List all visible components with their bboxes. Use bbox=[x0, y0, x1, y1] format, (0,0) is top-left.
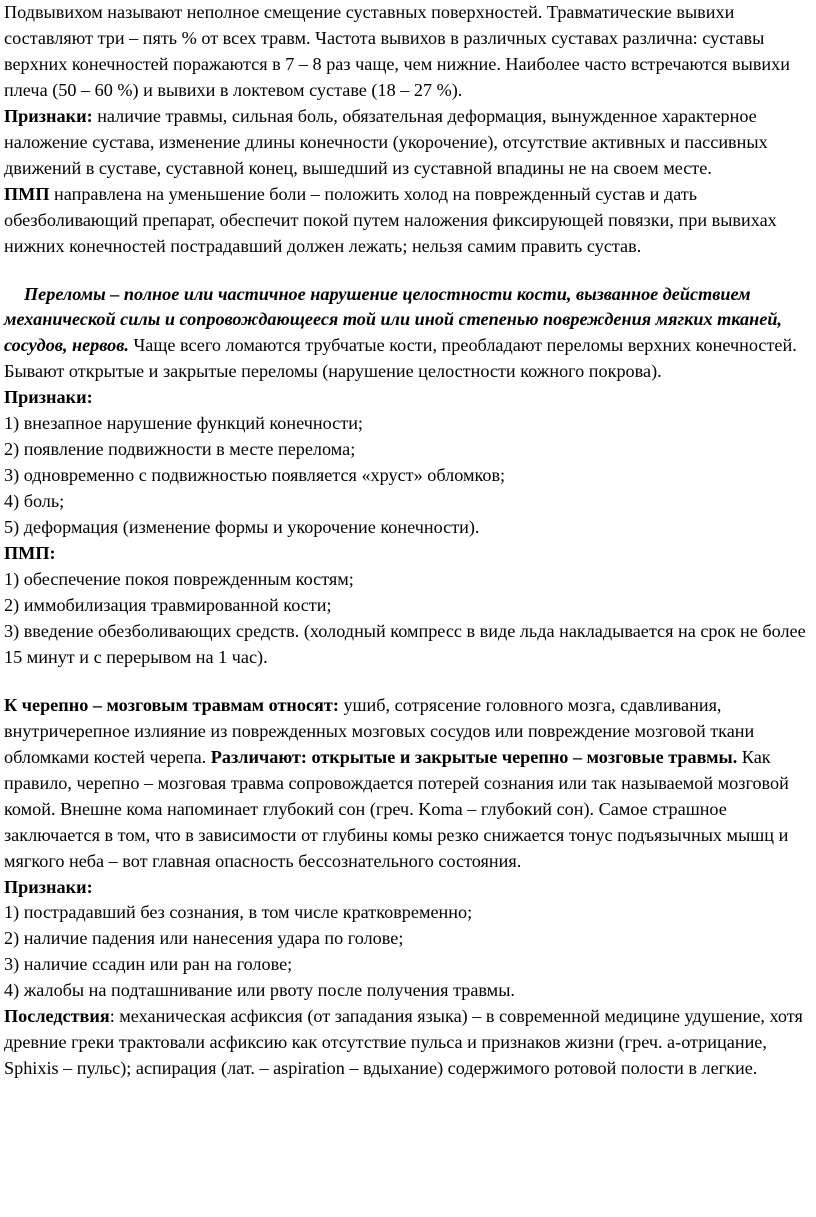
consequences-paragraph bbox=[4, 1004, 814, 1082]
dislocation-pmp-text: направлена на уменьшение боли – положить холод на поврежденный сустав и дать обезболивающий препарат, обеспечит покой путем наложения фиксирующей повязки, при вывихах нижних конечностей пострадавший должен лежать; нельзя самим править сустав. bbox=[4, 183, 777, 256]
list-item: 3) одновременно с подвижностью появляется «хруст» обломков; bbox=[4, 465, 506, 486]
fractures-definition-paragraph bbox=[4, 282, 814, 386]
dislocation-signs-paragraph bbox=[4, 104, 814, 182]
list-item: 4) жалобы на подташнивание или рвоту после получения травмы. bbox=[4, 980, 515, 1001]
list-item: 3) введение обезболивающих средств. (холодный компресс в виде льда накладывается на срок не более 15 минут и с перерывом на 1 час). bbox=[4, 620, 806, 667]
list-item: 2) наличие падения или нанесения удара по голове; bbox=[4, 928, 404, 949]
fractures-signs-label: Признаки: bbox=[4, 387, 93, 408]
head-injury-body-text: Как правило, черепно – мозговая травма сопровождается потерей сознания или так называемой мозговой комой. Внешне кома напоминает глубокий сон (греч. Koma – глубокий сон). Самое страшное заключается в том, что в зависимости от глубины комы резко снижается тонус подъязычных мышц и мягкого неба – вот главная опасность бессознательного состояния. bbox=[4, 746, 789, 871]
list-item: 3) наличие ссадин или ран на голове; bbox=[4, 954, 293, 975]
head-injury-lead-text: ушиб, сотрясение головного мозга, сдавливания, внутричерепное излияние из поврежденных мозговых сосудов или повреждение мозговой ткани обломками костей черепа. bbox=[4, 694, 755, 767]
list-item: 1) пострадавший без сознания, в том числе кратковременно; bbox=[4, 902, 473, 923]
dislocation-pmp-paragraph bbox=[4, 182, 814, 260]
list-item: 1) обеспечение покоя поврежденным костям; bbox=[4, 569, 354, 590]
consequences-label: Последствия bbox=[4, 1006, 110, 1027]
fractures-pmp-label: ПМП: bbox=[4, 543, 56, 564]
head-injury-lead-label: К черепно – мозговым травмам относят: bbox=[4, 694, 339, 715]
consequences-text: : механическая асфиксия (от западания языка) – в современной медицине удушение, хотя древние греки трактовали асфиксию как отсутствие пульса и признаков жизни (греч. а-отрицание, Sphixis – пульс); аспирация (лат. – aspiration – вдыхание) содержимого ротовой полости в легкие. bbox=[4, 1006, 803, 1079]
document-page bbox=[4, 0, 814, 1082]
dislocation-intro-text: Подвывихом называют неполное смещение суставных поверхностей. Травматические вывихи составляют три – пять % от всех травм. Частота вывихов в различных суставах различна: суставы верхних конечностей поражаются в 7 – 8 раз чаще, чем нижние. Наиболее часто встречаются вывихи плеча (50 – 60 %) и вывихи в локтевом суставе (18 – 27 %). bbox=[4, 2, 790, 100]
fractures-pmp-heading bbox=[4, 541, 814, 567]
list-item: 1) внезапное нарушение функций конечности; bbox=[4, 413, 363, 434]
head-injury-signs-label: Признаки: bbox=[4, 876, 93, 897]
list-item: 2) появление подвижности в месте перелома; bbox=[4, 439, 356, 460]
dislocation-intro bbox=[4, 0, 814, 104]
head-injury-distinguish-label: Различают: открытые и закрытые черепно – мозговые травмы. bbox=[210, 746, 738, 767]
fractures-signs-heading bbox=[4, 385, 814, 411]
list-item: 2) иммобилизация травмированной кости; bbox=[4, 594, 332, 615]
list-item: 4) боль; bbox=[4, 491, 65, 512]
dislocation-signs-label: Признаки: bbox=[4, 105, 93, 126]
dislocation-signs-text: наличие травмы, сильная боль, обязательная деформация, вынужденное характерное наложение сустава, изменение длины конечности (укорочение), отсутствие активных и пассивных движений в суставе, суставной конец, вышедший из суставной впадины не на своем месте. bbox=[4, 105, 768, 178]
fractures-text: Чаще всего ломаются трубчатые кости, преобладают переломы верхних конечностей. Бывают открытые и закрытые переломы (нарушение целостности кожного покрова). bbox=[4, 335, 797, 382]
list-item: 5) деформация (изменение формы и укорочение конечности). bbox=[4, 517, 480, 538]
dislocation-pmp-label: ПМП bbox=[4, 183, 50, 204]
section-spacer bbox=[4, 671, 814, 693]
head-injury-paragraph bbox=[4, 693, 814, 875]
section-spacer bbox=[4, 260, 814, 282]
head-injury-signs-heading bbox=[4, 875, 814, 901]
fractures-definition: Переломы – полное или частичное нарушение целостности кости, вызванное действием механической силы и сопровождающееся той или иной степенью повреждения мягких тканей, сосудов, нервов. bbox=[4, 283, 782, 356]
